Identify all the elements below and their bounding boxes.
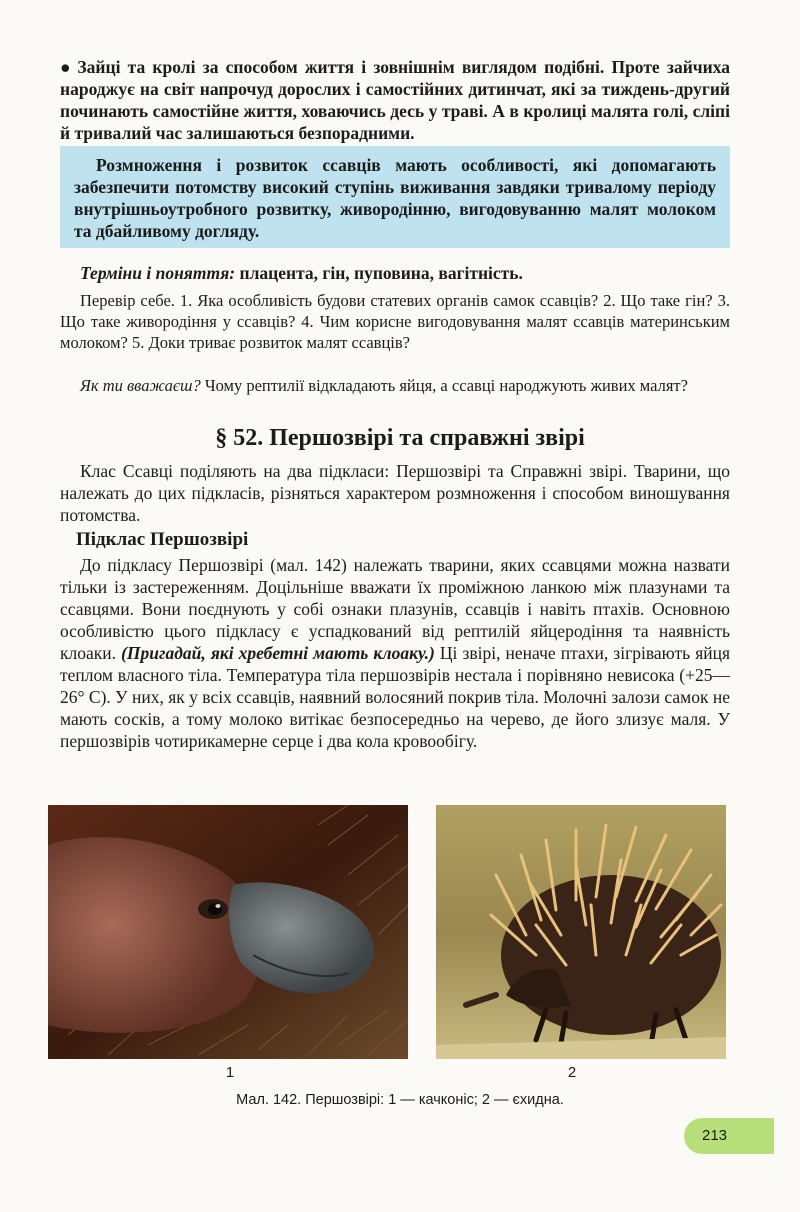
page-number: 213 [702,1127,728,1144]
terms-label: Терміни і поняття: [80,263,236,283]
platypus-photo [48,805,408,1059]
summary-box [60,146,730,248]
bullet-icon: ● [60,57,74,77]
figure-number-2: 2 [567,1064,577,1081]
section-intro: Клас Ссавці поділяють на два підкласи: Першозвірі та Справжні звірі. Тварини, що належать до цих підкласів, різняться характером розмноження і способом виношування потомства. [60,461,730,525]
figure-caption: Мал. 142. Першозвірі: 1 — качконіс; 2 — єхидна. [236,1092,564,1108]
intro-paragraph: ● Зайці та кролі за способом життя і зовнішнім виглядом подібні. Проте зайчиха народжує на світ напрочуд дорослих і самостійних дитинчат, які за тиждень-другий починають самостійне життя, ховаючись десь у траві. А в кролиці малята голі, сліпі й тривалий час залишаються безпорадними. [60,57,730,143]
think-text: Чому рептилії відкладають яйця, а ссавці народжують живих малят? [204,376,688,395]
subsection-text: До підкласу Першозвірі (мал. 142) належать тварини, яких ссавцями можна назвати тільки із застереженням. Доцільніше вважати їх проміжною ланкою між плазунами та ссавцями. Вони поєднують у собі ознаки плазунів, ссавців і навіть птахів. Основною особливістю цього підкласу є успадкований від рептилій яйцеродіння та наявність клоаки. (Пригадай, які хребетні мають клоаку.) Ці звірі, неначе птахи, зігрівають яйця теплом власного тіла. Температура тіла першозвірів нестала і порівняно невисока (+25—26° С). У них, як у всіх ссавців, наявний волосяний покрив тіла. Молочні залози самок не мають сосків, а тому молоко витікає безпосередньо на черево, де його злизує маля. У першозвірів чотирикамерне серце і два кола кровообігу. [60,555,731,751]
think-label: Як ти вважаєш? [80,376,201,395]
echidna-photo [436,805,726,1059]
page-number-badge [684,1118,774,1154]
terms-value: плацента, гін, пуповина, вагітність. [239,263,523,283]
think-question [60,375,730,396]
check-yourself: Перевір себе. 1. Яка особливість будови статевих органів самок ссавців? 2. Що таке гін? 3. Що таке живородіння у ссавців? 4. Чим корисне вигодовування малят ссавців материнським молоком? 5. Доки триває розвиток малят ссавців? [60,291,730,352]
section-title: § 52. Першозвірі та справжні звірі [215,425,585,451]
figure-number-1: 1 [225,1064,235,1081]
recall-question: (Пригадай, які хребетні мають клоаку.) [121,643,435,663]
subsection-title: Підклас Першозвірі [76,529,249,550]
summary-text: Розмноження і розвиток ссавців мають особливості, які допомагають забезпечити потомству високий ступінь виживання завдяки тривалому періоду внутрішньоутробного розвитку, живородінню, вигодовуванню малят молоком та дбайливому догляду. [74,155,716,241]
terms-line [80,262,730,284]
